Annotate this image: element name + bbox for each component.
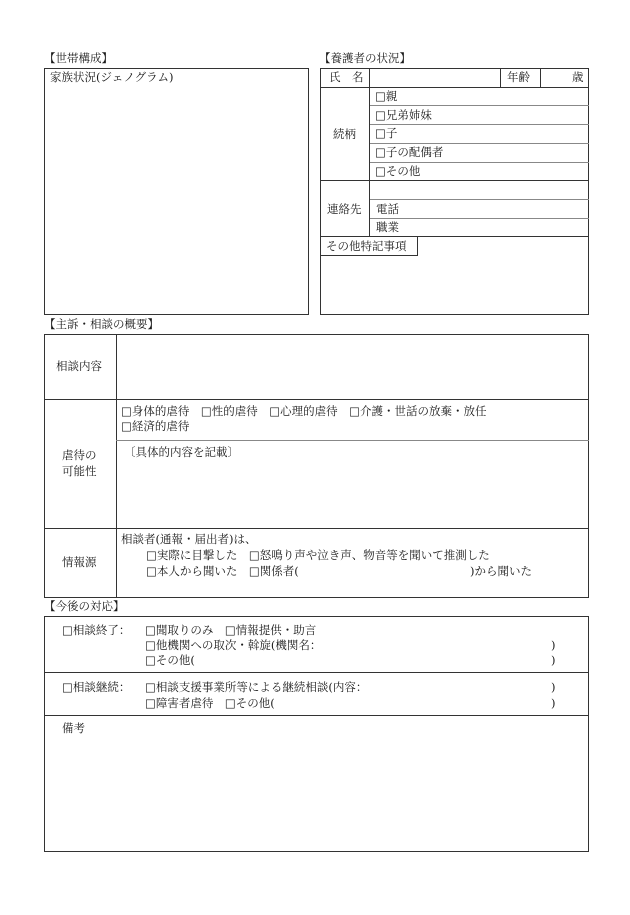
referral-close-paren: )	[551, 638, 556, 652]
section-household-title: 【世帯構成】	[44, 51, 113, 65]
section-response-title: 【今後の対応】	[44, 599, 125, 613]
notes-field[interactable]	[322, 258, 587, 313]
end-other-close-paren: )	[551, 653, 556, 667]
age-field[interactable]	[543, 69, 571, 86]
support-close-paren: )	[551, 680, 556, 694]
relation-divider	[369, 162, 589, 163]
source-line2-close: )から聞いた	[470, 564, 532, 578]
abuse-label-line2: 可能性	[62, 464, 97, 478]
summary-row-divider	[44, 399, 589, 400]
relation-divider	[369, 124, 589, 125]
continue-options-line2[interactable]: □障害者虐待 □その他(	[145, 696, 275, 710]
job-label: 職業	[376, 220, 399, 234]
source-label: 情報源	[62, 555, 97, 569]
relation-divider	[369, 143, 589, 144]
detail-note: 〔具体的内容を記載〕	[124, 445, 239, 459]
relation-option-child[interactable]: □子	[375, 126, 398, 140]
source-intro: 相談者(通報・届出者)は、	[121, 532, 257, 546]
consult-field[interactable]	[119, 337, 586, 397]
name-label: 氏 名	[329, 70, 364, 84]
response-row-divider	[44, 715, 589, 716]
abuse-type-economic[interactable]: □経済的虐待	[121, 419, 190, 433]
section-summary-title: 【主訴・相談の概要】	[44, 317, 159, 331]
relation-divider	[369, 105, 589, 106]
consult-end-checkbox[interactable]: □相談終了：	[62, 623, 131, 637]
notes-label: その他特記事項	[326, 239, 407, 253]
section-caregiver-title: 【養護者の状況】	[319, 51, 411, 65]
abuse-divider	[116, 440, 589, 441]
end-option-other[interactable]: □その他(	[145, 653, 195, 667]
response-row-divider	[44, 672, 589, 673]
end-options-line1[interactable]: □聞取りのみ □情報提供・助言	[145, 623, 317, 637]
consult-continue-checkbox[interactable]: □相談継続：	[62, 680, 131, 694]
relation-option-parent[interactable]: □親	[375, 89, 398, 103]
name-field[interactable]	[372, 69, 499, 86]
contact-divider	[369, 199, 589, 200]
contact-divider	[369, 218, 589, 219]
genogram-box[interactable]	[44, 68, 309, 315]
caregiver-row-divider	[320, 180, 589, 181]
abuse-types-options[interactable]: □身体的虐待 □性的虐待 □心理的虐待 □介護・世話の放棄・放任	[121, 404, 487, 418]
genogram-label: 家族状況(ジェノグラム)	[50, 70, 174, 84]
summary-col-divider	[116, 334, 117, 598]
age-unit: 歳	[572, 70, 584, 84]
source-options-line2[interactable]: □本人から聞いた □関係者(	[146, 564, 299, 578]
caregiver-col-divider	[500, 68, 501, 87]
summary-row-divider	[44, 528, 589, 529]
abuse-label-line1: 虐待の	[62, 448, 97, 462]
continue-other-close-paren: )	[551, 696, 556, 710]
relation-option-sibling[interactable]: □兄弟姉妹	[375, 108, 432, 122]
continue-option-support[interactable]: □相談支援事業所等による継続相談(内容：	[145, 680, 368, 694]
relation-label: 続柄	[333, 127, 356, 141]
caregiver-row-divider	[320, 87, 589, 88]
consult-label: 相談内容	[56, 359, 102, 373]
relation-option-other[interactable]: □その他	[375, 164, 421, 178]
phone-label: 電話	[376, 202, 399, 216]
remarks-field[interactable]	[60, 740, 585, 848]
caregiver-col-divider	[369, 68, 370, 236]
source-options-line1[interactable]: □実際に目撃した □怒鳴り声や泣き声、物音等を聞いて推測した	[146, 548, 490, 562]
end-option-referral[interactable]: □他機関への取次・斡旋(機関名：	[145, 638, 322, 652]
relation-option-child-spouse[interactable]: □子の配偶者	[375, 145, 444, 159]
address-field[interactable]	[372, 182, 587, 198]
remarks-label: 備考	[62, 721, 85, 735]
caregiver-col-divider	[540, 68, 541, 87]
detail-field[interactable]	[119, 462, 586, 524]
age-label: 年齢	[507, 70, 530, 84]
contact-label: 連絡先	[327, 202, 362, 216]
